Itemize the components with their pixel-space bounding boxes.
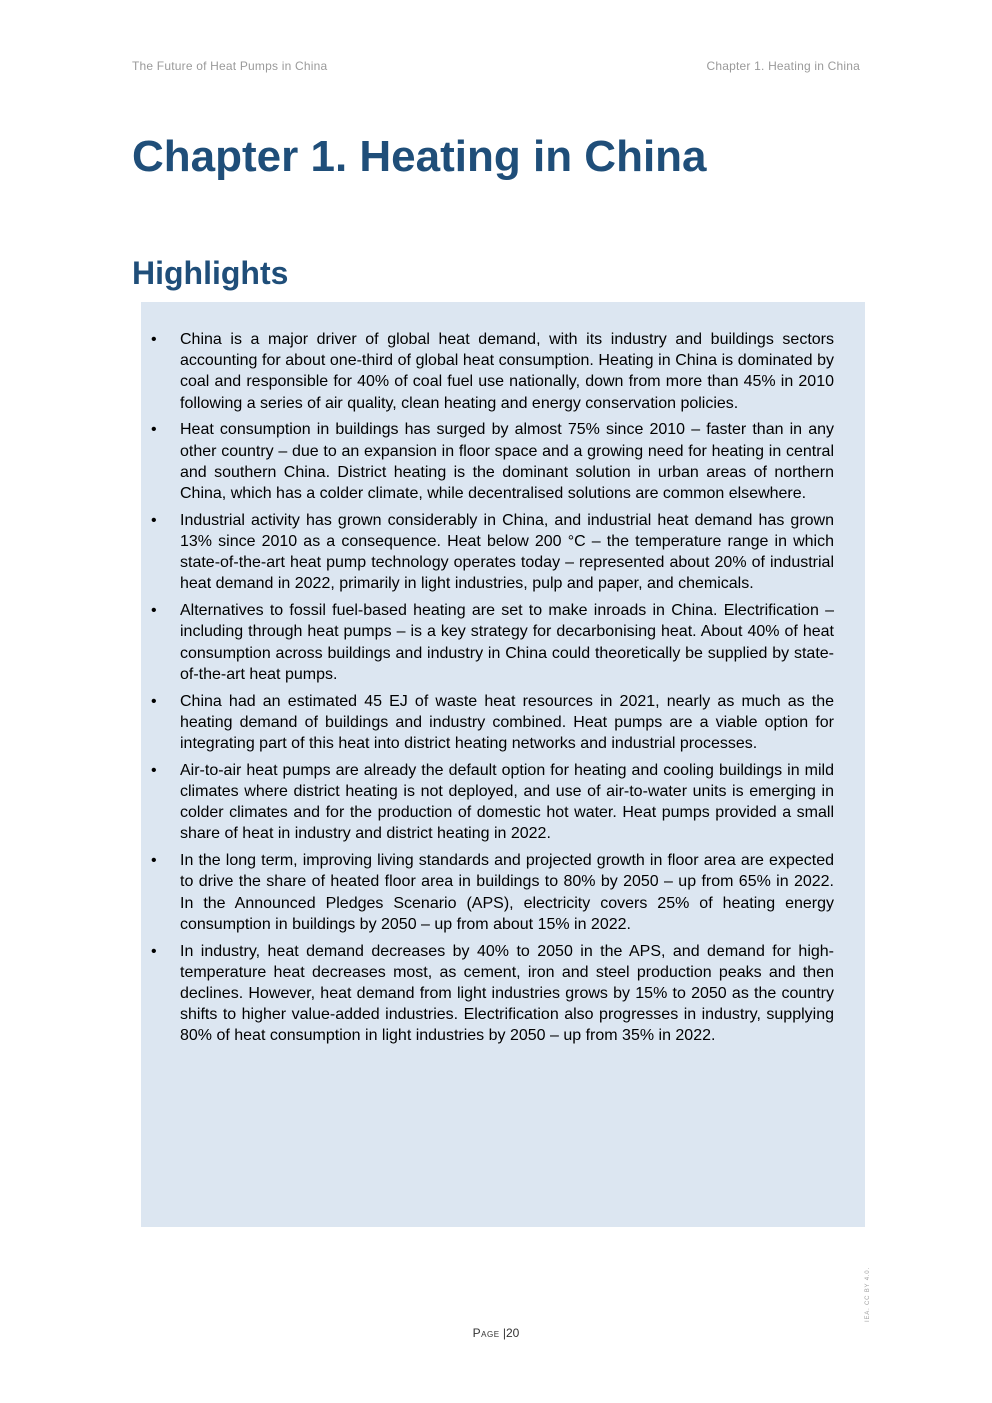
bullet-icon: • <box>151 331 157 348</box>
highlight-item <box>141 941 834 1047</box>
highlight-text: Alternatives to fossil fuel-based heating are set to make inroads in China. Electrification – including through heat pumps – is a key strategy for decarbonising heat. About 40% of heat consumption across buildings and industry in China could theoretically be supplied by state-of-the-art heat pumps. <box>180 602 834 683</box>
page-separator: | <box>502 1326 506 1340</box>
running-header <box>132 59 860 75</box>
bullet-icon: • <box>151 421 157 439</box>
highlight-text: In the long term, improving living standards and projected growth in floor area are expected to drive the share of heated floor area in buildings to 80% by 2050 – up from 65% in 2022. In the Announced Pledges Scenario (APS), electricity covers 25% of heating energy consumption in buildings by 2050 – up from about 15% in 2022. <box>180 852 834 933</box>
highlight-item <box>141 329 834 414</box>
highlight-item <box>141 600 834 685</box>
highlight-item <box>141 419 834 504</box>
bullet-icon: • <box>151 852 157 870</box>
highlights-box <box>141 302 865 1227</box>
chapter-title: Chapter 1. Heating in China <box>132 132 707 181</box>
bullet-icon: • <box>151 761 157 779</box>
bullet-icon: • <box>151 692 157 710</box>
highlight-text: Air-to-air heat pumps are already the default option for heating and cooling buildings in mild climates where district heating is not deployed, and use of air-to-water units is emerging in colder climates and for the production of domestic hot water. Heat pumps provided a small share of heat in industry and district heating in 2022. <box>180 761 834 843</box>
license-notice: IEA. CC BY 4.0. <box>865 1267 871 1322</box>
highlights-list <box>141 329 865 1052</box>
highlight-text: In industry, heat demand decreases by 40% to 2050 in the APS, and demand for high-temperature heat decreases most, as cement, iron and steel production peaks and then declines. However, heat demand from light industries grows by 15% to 2050 as the country shifts to higher value-added industries. Electrification also progresses in industry, supplying 80% of heat consumption in light industries by 2050 – up from 35% in 2022. <box>180 942 834 1045</box>
page-footer <box>0 1326 992 1340</box>
header-chapter-title: Chapter 1. Heating in China <box>706 59 860 73</box>
bullet-icon: • <box>151 511 157 529</box>
highlight-text: Heat consumption in buildings has surged by almost 75% since 2010 – faster than in any other country – due to an expansion in floor space and a growing need for heating in central and southern China. District heating is the dominant solution in urban areas of northern China, which has a colder climate, while decentralised solutions are common elsewhere. <box>180 421 834 503</box>
header-document-title: The Future of Heat Pumps in China <box>132 59 328 73</box>
highlight-item <box>141 850 834 935</box>
highlight-item <box>141 510 834 595</box>
highlight-text: China had an estimated 45 EJ of waste heat resources in 2021, nearly as much as the heating demand of buildings and industry combined. Heat pumps are a viable option for integrating part of this heat into district heating networks and industrial processes. <box>180 692 834 753</box>
page-number: 20 <box>506 1326 520 1340</box>
page-label: Page <box>472 1326 500 1340</box>
highlight-item <box>141 691 834 755</box>
highlight-text: China is a major driver of global heat demand, with its industry and buildings sectors accounting for about one-third of global heat consumption. Heating in China is dominated by coal and responsible for 40% of coal fuel use nationally, down from more than 45% in 2010 following a series of air quality, clean heating and energy conservation policies. <box>180 331 834 412</box>
section-title-highlights: Highlights <box>132 255 289 291</box>
highlight-text: Industrial activity has grown considerably in China, and industrial heat demand has grown 13% since 2010 as a consequence. Heat below 200 °C – the temperature range in which state-of-the-art heat pump technology operates today – represented about 20% of industrial heat demand in 2022, primarily in light industries, pulp and paper, and chemicals. <box>180 511 834 593</box>
bullet-icon: • <box>151 602 157 620</box>
bullet-icon: • <box>151 942 157 960</box>
highlight-item <box>141 760 834 845</box>
